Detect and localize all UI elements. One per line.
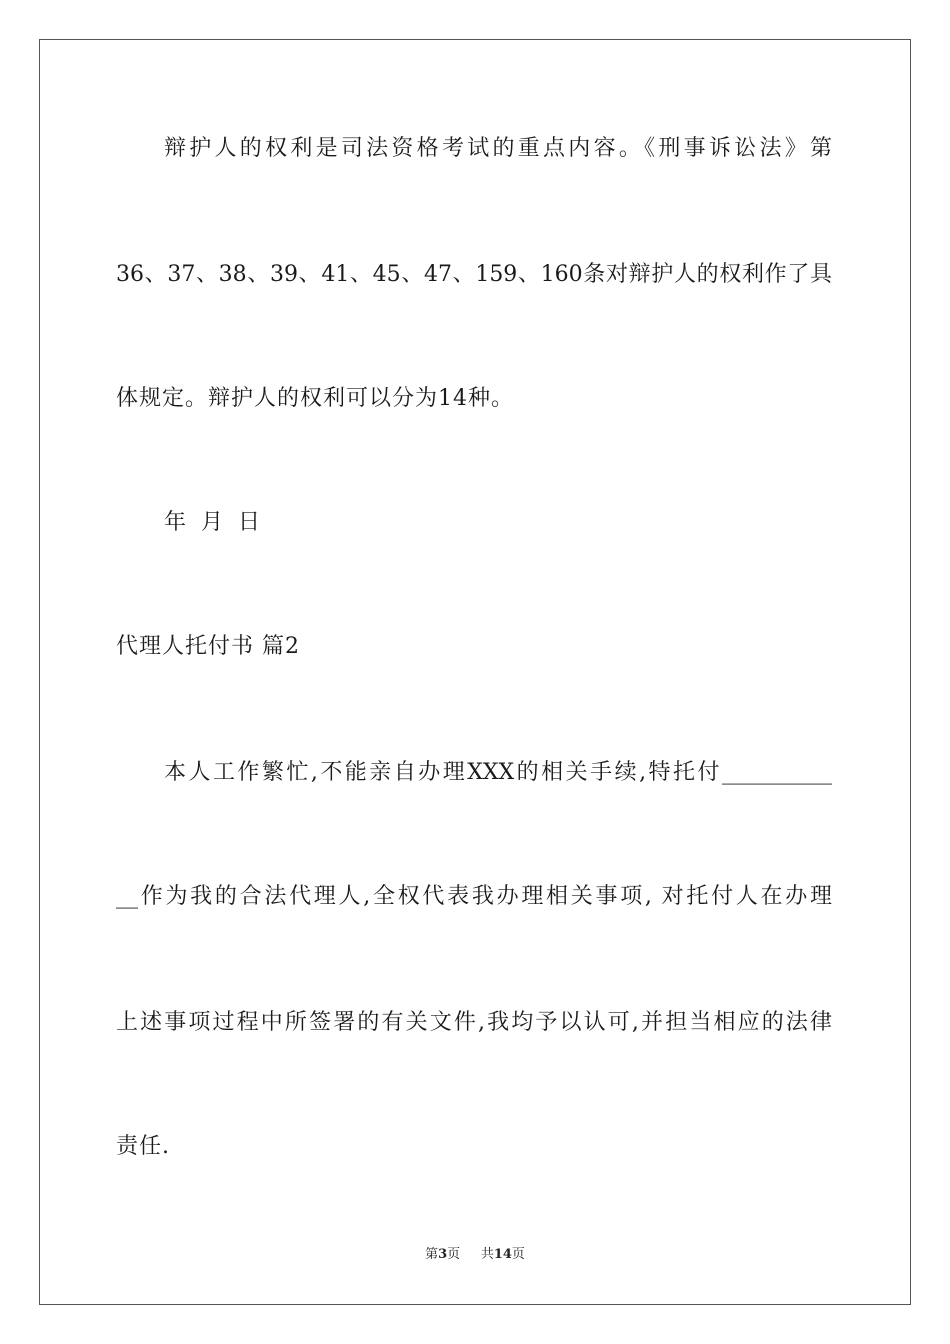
footer-page-number: 3 [438, 1247, 448, 1262]
paragraph-line-1: 辩护人的权利是司法资格考试的重点内容。《刑事诉讼法》第 [164, 136, 832, 161]
footer-page-suffix: 页 [447, 1247, 461, 1262]
date-line: 年 月 日 [164, 510, 261, 535]
footer-total-pages: 14 [493, 1247, 512, 1262]
paragraph-line-3: 体规定。辩护人的权利可以分为14种。 [116, 386, 514, 411]
footer-total-prefix: 共 [480, 1247, 494, 1262]
paragraph-line-4: 本人工作繁忙,不能亲自办理XXX的相关手续,特托付__________ [164, 760, 832, 785]
footer-total-suffix: 页 [511, 1247, 525, 1262]
section-heading: 代理人托付书 篇2 [116, 634, 300, 659]
paragraph-line-7: 责任. [116, 1134, 170, 1159]
paragraph-line-5: __作为我的合法代理人,全权代表我办理相关事项, 对托付人在办理 [116, 884, 832, 909]
paragraph-line-2: 36、37、38、39、41、45、47、159、160条对辩护人的权利作了具 [116, 262, 832, 287]
page-footer [0, 1246, 950, 1264]
footer-page-prefix: 第 [425, 1247, 439, 1262]
paragraph-line-6: 上述事项过程中所签署的有关文件,我均予以认可,并担当相应的法律 [116, 1010, 832, 1035]
page-border [39, 39, 911, 1305]
